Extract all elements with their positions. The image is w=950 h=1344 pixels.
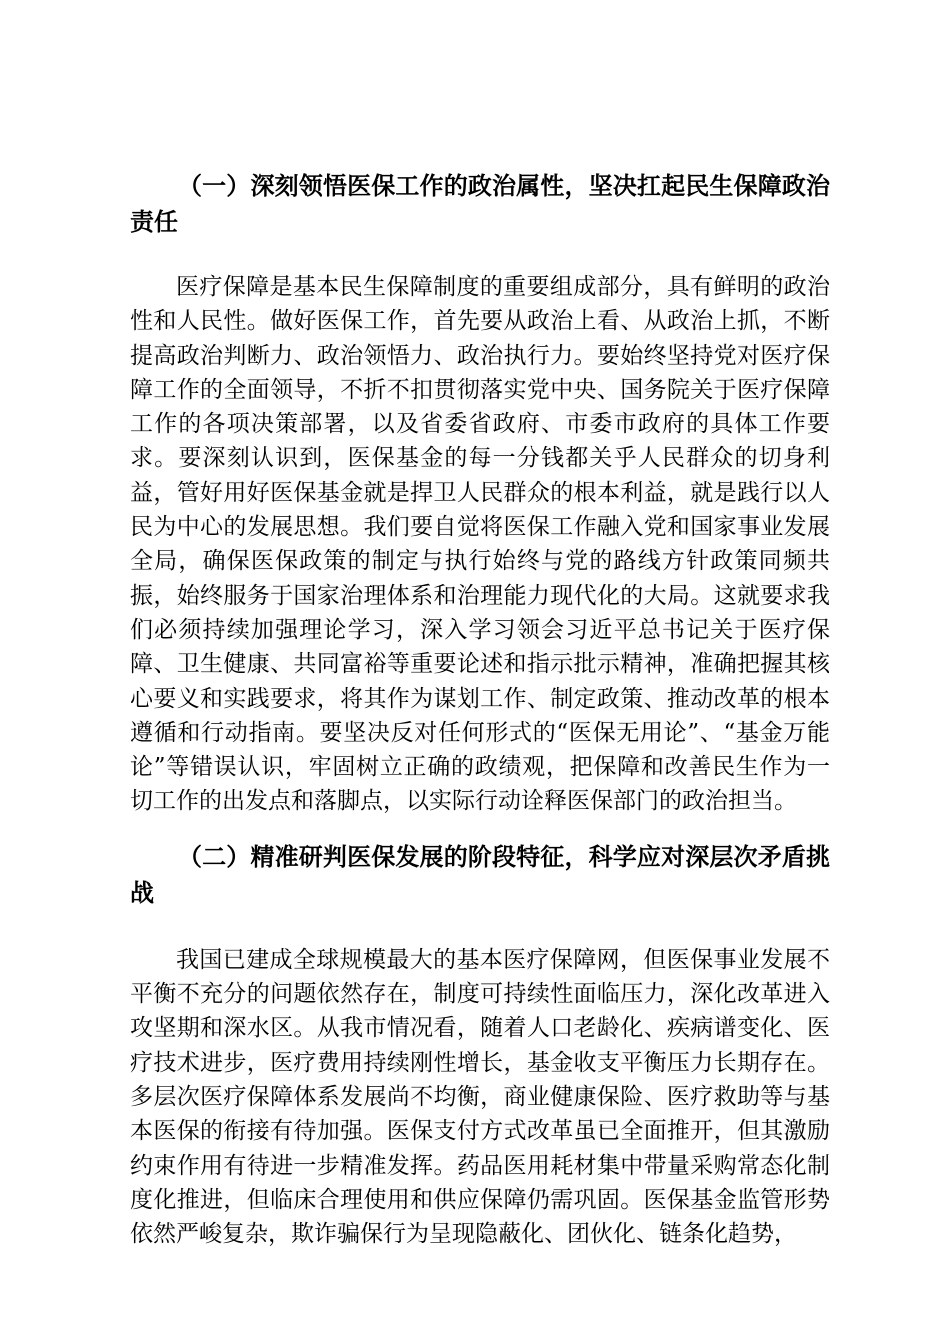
document-page <box>130 168 830 1251</box>
section-heading-2: （二）精准研判医保发展的阶段特征，科学应对深层次矛盾挑战 <box>130 842 830 907</box>
section-paragraph-2: 我国已建成全球规模最大的基本医疗保障网，但医保事业发展不平衡不充分的问题依然存在，制度可持续性面临压力，深化改革进入攻坚期和深水区。从我市情况看，随着人口老龄化、疾病谱变化、医疗技术进步，医疗费用持续刚性增长，基金收支平衡压力长期存在。多层次医疗保障体系发展尚不均衡，商业健康保险、医疗救助等与基本医保的衔接有待加强。医保支付方式改革虽已全面推开，但其激励约束作用有待进一步精准发挥。药品医用耗材集中带量采购常态化制度化推进，但临床合理使用和供应保障仍需巩固。医保基金监管形势依然严峻复杂，欺诈骗保行为呈现隐蔽化、团伙化、链条化趋势， <box>130 946 830 1248</box>
section-paragraph-1: 医疗保障是基本民生保障制度的重要组成部分，具有鲜明的政治性和人民性。做好医保工作，首先要从政治上看、从政治上抓，不断提高政治判断力、政治领悟力、政治执行力。要始终坚持党对医疗保障工作的全面领导，不折不扣贯彻落实党中央、国务院关于医疗保障工作的各项决策部署，以及省委省政府、市委市政府的具体工作要求。要深刻认识到，医保基金的每一分钱都关乎人民群众的切身利益，管好用好医保基金就是捍卫人民群众的根本利益，就是践行以人民为中心的发展思想。我们要自觉将医保工作融入党和国家事业发展全局，确保医保政策的制定与执行始终与党的路线方针政策同频共振，始终服务于国家治理体系和治理能力现代化的大局。这就要求我们必须持续加强理论学习，深入学习领会习近平总书记关于医疗保障、卫生健康、共同富裕等重要论述和指示批示精神，准确把握其核心要义和实践要求，将其作为谋划工作、制定政策、推动改革的根本遵循和行动指南。要坚决反对任何形式的“医保无用论”、“基金万能论”等错误认识，牢固树立正确的政绩观，把保障和改善民生作为一切工作的出发点和落脚点，以实际行动诠释医保部门的政治担当。 <box>130 274 830 815</box>
section-heading-1: （一）深刻领悟医保工作的政治属性，坚决扛起民生保障政治责任 <box>130 172 830 236</box>
